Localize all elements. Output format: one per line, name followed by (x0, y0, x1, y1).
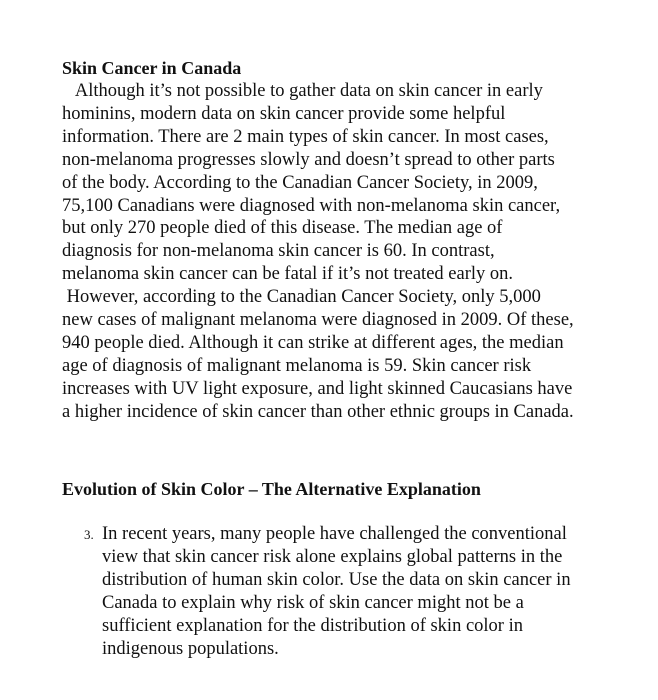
body-line: hominins, modern data on skin cancer provide some helpful (62, 103, 506, 124)
body-line: melanoma skin cancer can be fatal if it’s not treated early on. (62, 264, 514, 285)
body-line: diagnosis for non-melanoma skin cancer is 60. In contrast, (62, 241, 495, 262)
question-number: 3. (84, 527, 94, 542)
section-body-skin-cancer (62, 80, 622, 424)
question-line: Canada to explain why risk of skin cancer might not be a (102, 592, 524, 613)
body-line: non-melanoma progresses slowly and doesn’t spread to other parts (62, 149, 555, 170)
section-skin-cancer-canada (62, 56, 622, 424)
question-line: indigenous populations. (102, 638, 279, 659)
section-title-skin-cancer: Skin Cancer in Canada (62, 58, 242, 78)
question-text (102, 523, 571, 660)
body-line: increases with UV light exposure, and light skinned Caucasians have (62, 378, 573, 399)
question-line: view that skin cancer risk alone explains global patterns in the (102, 546, 563, 567)
question-line: sufficient explanation for the distribution of skin color in (102, 615, 523, 636)
body-line: Although it’s not possible to gather data on skin cancer in early (62, 81, 543, 101)
body-line: but only 270 people died of this disease. The median age of (62, 218, 503, 239)
question-line: distribution of human skin color. Use the data on skin cancer in (102, 569, 571, 590)
section-evolution-skin-color (62, 477, 622, 501)
question-line: In recent years, many people have challenged the conventional (102, 524, 567, 544)
body-line: 75,100 Canadians were diagnosed with non-melanoma skin cancer, (62, 195, 561, 216)
section-title-evolution: Evolution of Skin Color – The Alternative Explanation (62, 479, 481, 499)
body-line: of the body. According to the Canadian Cancer Society, in 2009, (62, 172, 538, 193)
body-line: 940 people died. Although it can strike at different ages, the median (62, 332, 564, 353)
body-line: a higher incidence of skin cancer than other ethnic groups in Canada. (62, 401, 574, 422)
body-line: new cases of malignant melanoma were diagnosed in 2009. Of these, (62, 310, 574, 331)
body-line: age of diagnosis of malignant melanoma is 59. Skin cancer risk (62, 355, 532, 376)
body-line: However, according to the Canadian Cancer Society, only 5,000 (62, 287, 541, 308)
body-line: information. There are 2 main types of skin cancer. In most cases, (62, 126, 549, 147)
